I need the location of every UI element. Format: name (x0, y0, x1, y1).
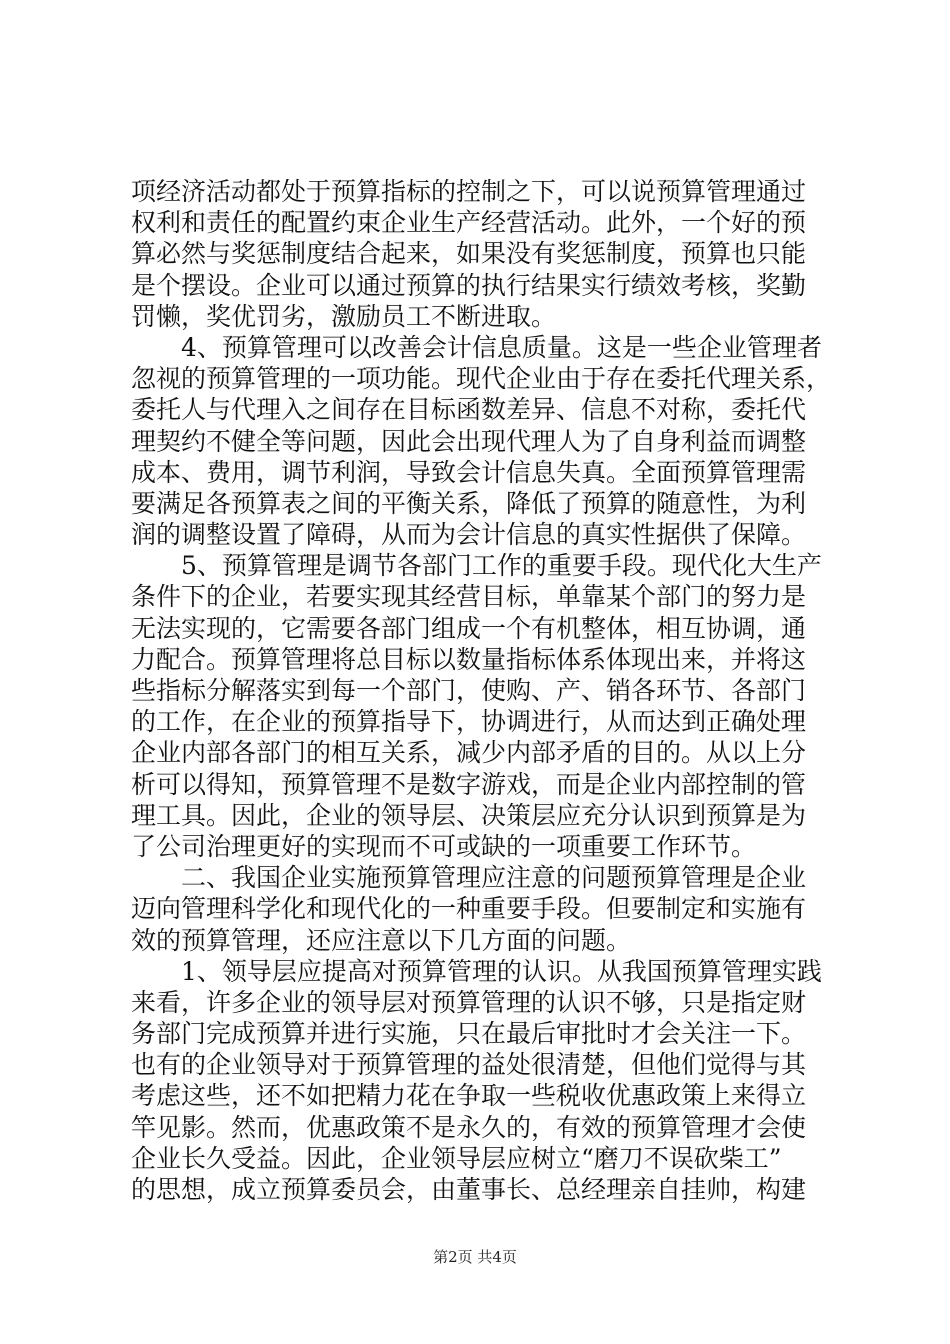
text-line: 权利和责任的配置约束企业生产经营活动。此外，一个好的预 (131, 208, 807, 238)
text-line: 理工具。因此，企业的领导层、决策层应充分认识到预算是为 (131, 800, 807, 830)
text-line: 务部门完成预算并进行实施，只在最后审批时才会关注一下。 (131, 1019, 807, 1049)
text-line: 是个摆设。企业可以通过预算的执行结果实行绩效考核，奖勤 (131, 270, 807, 300)
text-line: 算必然与奖惩制度结合起来，如果没有奖惩制度，预算也只能 (131, 239, 807, 269)
text-line: 5、预算管理是调节各部门工作的重要手段。现代化大生产 (131, 551, 822, 581)
text-line: 委托人与代理入之间存在目标函数差异、信息不对称，委托代 (131, 395, 807, 425)
text-line: 来看，许多企业的领导层对预算管理的认识不够，只是指定财 (131, 987, 807, 1017)
text-line: 罚懒，奖优罚劣，激励员工不断进取。 (131, 301, 557, 331)
body-text (131, 176, 831, 1205)
text-line: 考虑这些，还不如把精力花在争取一些税收优惠政策上来得立 (131, 1081, 807, 1111)
page-footer (0, 1246, 950, 1267)
text-line: 了公司治理更好的实现而不可或缺的一项重要工作环节。 (131, 831, 757, 861)
text-line: 的工作，在企业的预算指导下，协调进行，从而达到正确处理 (131, 707, 807, 737)
text-line: 企业内部各部门的相互关系，减少内部矛盾的目的。从以上分 (131, 738, 807, 768)
text-line: 润的调整设置了障碍，从而为会计信息的真实性据供了保障。 (131, 520, 807, 550)
text-line: 企业长久受益。因此，企业领导层应树立“磨刀不误砍柴工” (131, 1143, 782, 1173)
text-line: 无法实现的，它需要各部门组成一个有机整体，相互协调，通 (131, 613, 807, 643)
text-line: 竿见影。然而，优惠政策不是永久的，有效的预算管理才会使 (131, 1112, 807, 1142)
text-line: 的思想，成立预算委员会，由董事长、总经理亲自挂帅，构建 (131, 1175, 807, 1204)
text-line: 条件下的企业，若要实现其经营目标，单靠某个部门的努力是 (131, 582, 807, 612)
text-line: 项经济活动都处于预算指标的控制之下，可以说预算管理通过 (131, 177, 807, 206)
text-line: 1、领导层应提高对预算管理的认识。从我国预算管理实践 (131, 956, 822, 986)
text-line: 成本、费用，调节利润，导致会计信息失真。全面预算管理需 (131, 457, 807, 487)
page-number-label: 第2页 共4页 (433, 1248, 517, 1266)
text-line: 些指标分解落实到每一个部门，使购、产、销各环节、各部门 (131, 676, 807, 705)
text-line: 忽视的预算管理的一项功能。现代企业由于存在委托代理关系， (131, 364, 832, 394)
text-line: 理契约不健全等问题，因此会出现代理人为了自身利益而调整 (131, 426, 807, 456)
text-line: 析可以得知，预算管理不是数字游戏，而是企业内部控制的管 (131, 769, 807, 799)
text-line: 也有的企业领导对于预算管理的益处很清楚，但他们觉得与其 (131, 1050, 807, 1080)
text-line: 效的预算管理，还应注意以下几方面的问题。 (131, 925, 632, 955)
text-line: 力配合。预算管理将总目标以数量指标体系体现出来，并将这 (131, 644, 807, 674)
text-line: 二、我国企业实施预算管理应注意的问题预算管理是企业 (131, 863, 807, 893)
text-line: 迈向管理科学化和现代化的一种重要手段。但要制定和实施有 (131, 894, 807, 924)
text-line: 要满足各预算表之间的平衡关系，降低了预算的随意性，为利 (131, 488, 807, 518)
text-line: 4、预算管理可以改善会计信息质量。这是一些企业管理者 (131, 332, 822, 362)
